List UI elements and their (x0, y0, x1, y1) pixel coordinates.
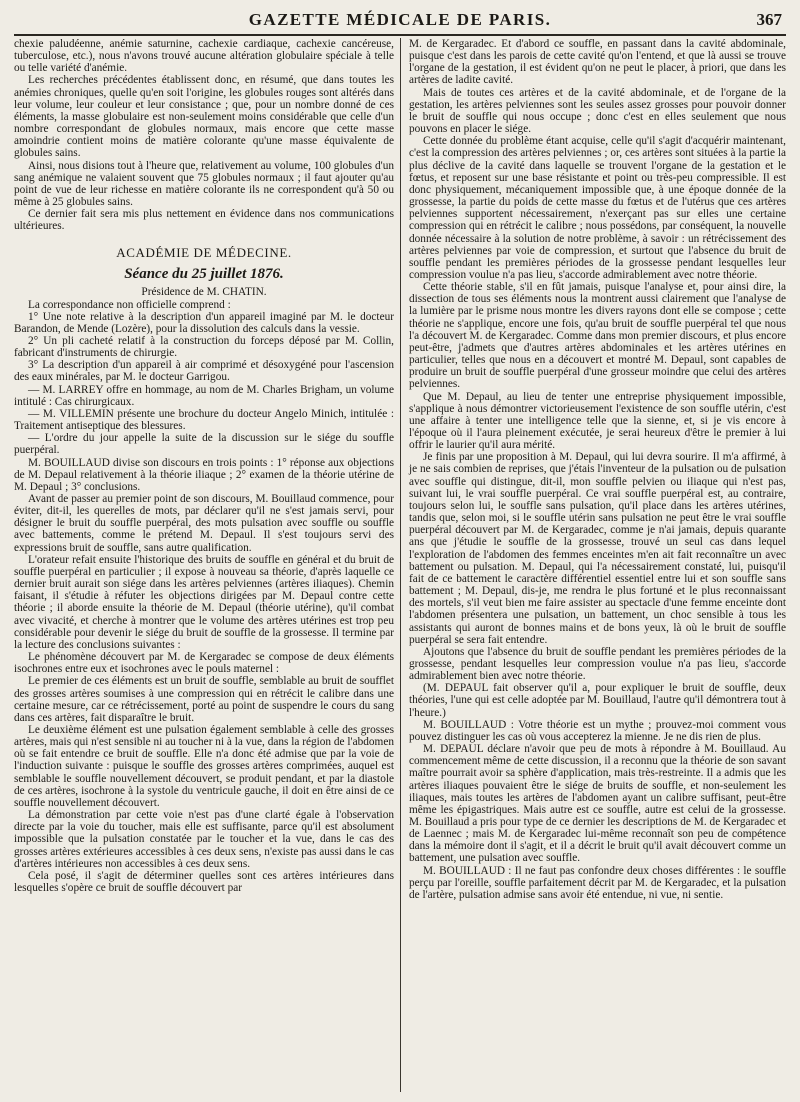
page-number: 367 (756, 10, 782, 29)
paragraph: Cela posé, il s'agit de déterminer quelles sont ces artères intérieures dans lesquelles s'opère ce bruit de souffle découvert par (14, 869, 394, 894)
paragraph: Ce dernier fait sera mis plus nettement en évidence dans nos communications ultérieures. (14, 208, 394, 233)
paragraph: Les recherches précédentes établissent donc, en résumé, que dans toutes les anémies chroniques, quelle qu'en soit l'origine, les globules rouges sont altérés dans leur volume, leur couleur et leur consistance ; que, pour un nombre donné de ces éléments, la masse globulaire est non-seulement moins considérable que celle d'un nombre correspondant de globules normaux, mais encore que cette masse amoindrie contient moins de matière colorante qu'une masse équivalente de globules sains. (14, 74, 394, 160)
paragraph: L'orateur refait ensuite l'historique des bruits de souffle en général et du bruit de souffle puerpéral en particulier ; il expose à nouveau sa théorie, d'après laquelle ce dernier bruit aurait son siége dans les artères pelviennes (artères iliaques). Chemin faisant, il s'étudie à réfuter les objections dirigées par M. Depaul contre cette théorie ; il aborde ensuite la théorie de M. Depaul (théorie utérine), qu'il combat avec vivacité, et cherche à montrer que le volume des artères utérines est trop peu considérable pour devenir le siége du bruit de souffle de la grossesse. Il termine par la lecture des conclusions suivantes : (14, 553, 394, 651)
paragraph: Avant de passer au premier point de son discours, M. Bouillaud commence, pour éviter, dit-il, les querelles de mots, par déclarer qu'il ne s'est jamais servi, pour désigner le bruit du souffle puerpéral, des mots pulsation avec souffle ou souffle avec battements, comme le prétend M. Depaul. Il s'est toujours servi des expressions bruit de souffle, sans autre qualification. (14, 493, 394, 554)
paragraph: La correspondance non officielle comprend : (28, 298, 231, 311)
paragraph: Cette théorie stable, s'il en fût jamais, puisque l'analyse et, pour ainsi dire, la dissection de tous ses éléments nous la montrent aussi clairement que l'analyse de la lumière par le prisme nous montre les divers rayons dont elle se compose ; cette théorie ne s'applique, encore une fois, qu'au bruit de souffle puerpéral tel que nous l'a découvert M. de Kergaradec. Comme dans mon premier discours, et plus encore peut-être, j'admets que d'autres artères abdominales et les artères utérines en particulier, telles que nous en a découvert et montré M. Depaul, sont capables de produire un bruit de souffle puerpéral d'une grosseur moindre que celui des artères pelviennes. (409, 281, 786, 391)
presidency-line: Présidence de M. CHATIN. (141, 285, 267, 298)
paragraph: M. BOUILLAUD : Votre théorie est un mythe ; prouvez-moi comment vous pouvez distinguer les cas où vous accepterez la mienne. Je ne dis rien de plus. (409, 718, 786, 743)
paragraph: (M. DEPAUL fait observer qu'il a, pour expliquer le bruit de souffle, deux théories, l'une qui est celle adoptée par M. Bouillaud, l'autre qu'il démontrera tout à l'heure.) (409, 682, 786, 719)
paragraph: Je finis par une proposition à M. Depaul, qui lui devra sourire. Il m'a affirmé, à je ne sais combien de reprises, que j'étais l'inventeur de la pulsation ou de pulsation avec souffle qui distingue, dit-il, mon souffle pelvien ou iliaque qui n'est pas, suivant lui, le vrai souffle puerpéral. Ce vrai souffle puerpéral est, au contraire, toujours selon lui, le souffle sans pulsation, qu'il place dans les artères utérines, tandis que, selon moi, si le souffle utérin sans pulsation ne peut être le vrai souffle puerpéral découvert par M. de Kergaradec, comme je n'ai jamais, depuis quarante ans que j'étudie le souffle de la grossesse, trouvé un seul cas dans lequel l'exploration de l'abdomen des femmes enceintes m'en ait fait reconnaître un avec battement ou pulsation. M. Depaul, qui l'a nécessairement constaté, lui, puisqu'il fait de ce battement le caractère différentiel essentiel entre lui et son souffle sans battement ; M. Depaul, dis-je, me rendra le plus fortuné et le plus reconnaissant des mortels, s'il veut bien me faire assister au spectacle d'une femme enceinte dont l'abdomen présentera une pulsation, un battement, un choc sensible à tous les assistants qui auront de bonnes mains et de bons yeux, là où le bruit de souffle puerpéral se sera fait entendre. (409, 451, 786, 646)
paragraph: Le phénomène découvert par M. de Kergaradec se compose de deux éléments isochrones entre eux et isochrones avec le pouls maternel : (14, 651, 394, 676)
paragraph: Le premier de ces éléments est un bruit de souffle, semblable au bruit de soufflet des grosses artères soumises à une compression qui en rétrécit le calibre dans une certaine mesure, car ce rétrécissement, porté au point de suspendre le cours du sang dans ces artères, fait disparaître le bruit. (14, 675, 394, 724)
paragraph: La démonstration par cette voie n'est pas d'une clarté égale à l'observation directe par la voie du toucher, mais elle est suffisante, parce qu'il est absolument impossible que la pulsation constatée par le toucher et la vue, dans le cas des grosses artères extérieures accessibles à ces deux sens, n'existe pas aussi dans le cas d'artères intérieures non accessibles à ces deux sens. (14, 809, 394, 870)
paragraph: M. DEPAUL déclare n'avoir que peu de mots à répondre à M. Bouillaud. Au commencement même de cette discussion, il a reconnu que la théorie de son savant maître pourrait avoir sa sphère d'application, mais très-restreinte. Il a admis que les artères iliaques pouvaient être le siége de bruits de souffle, et non-seulement les iliaques, mais toutes les artères de l'abdomen ayant un calibre suffisant, peut-être même les épigastriques. Mais autre est ce souffle, autre est celui de la grossesse. M. Bouillaud a pris pour type de ce dernier les descriptions de M. de Kergaradec et de Laennec ; mais M. de Kergaradec lui-même reconnaît son peu de compétence dans la mémoire dont il s'agit, et il a décrit le bruit qu'il avait découvert comme un battement, une pulsation avec souffle. (409, 743, 786, 865)
text-columns (14, 38, 786, 1092)
paragraph: Ainsi, nous disions tout à l'heure que, relativement au volume, 100 globules d'un sang anémique ne valaient souvent que 75 globules normaux ; il faut ajouter qu'au point de vue de leur richesse en matière colorante ils ne correspondent qu'à 50 ou même à 25 globules sains. (14, 159, 394, 209)
paragraph: Mais de toutes ces artères et de la cavité abdominale, et de l'organe de la gestation, les artères pelviennes sont les seules assez grosses pour pouvoir donner le bruit de souffle qui nous occupe ; donc c'est en elles seulement que nous pouvons en placer le siége. (409, 86, 786, 136)
paragraph: M. BOUILLAUD : Il ne faut pas confondre deux choses différentes : le souffle perçu par l'oreille, souffle parfaitement décrit par M. de Kergaradec, et la pulsation de l'artère, pulsation admise sans avoir été entendue, ni vue, ni sentie. (409, 864, 786, 901)
paragraph: M. de Kergaradec. Et d'abord ce souffle, en passant dans la cavité abdominale, puisque c'est dans les parois de cette cavité qu'on l'entend, et que là aussi se trouve l'organe de la gestation, il est évident qu'on ne peut le placer, à priori, que dans les artères de ladite cavité. (409, 38, 786, 87)
paragraph: 2° Un pli cacheté relatif à la construction du forceps déposé par M. Collin, fabricant d'instruments de chirurgie. (14, 334, 394, 360)
paragraph: — M. VILLEMIN présente une brochure du docteur Angelo Minich, intitulée : Traitement antiseptique des blessures. (14, 407, 394, 433)
running-head (14, 10, 786, 36)
section-heading: ACADÉMIE DE MÉDECINE. (116, 244, 292, 260)
paragraph: Cette donnée du problème étant acquise, celle qu'il s'agit d'acquérir maintenant, c'est la compression des artères pelviennes ; or, ces artères sont situées à la partie la plus déclive de la cavité dans laquelle se trouvent l'organe de la gestation et le fœtus, et reposent sur une base résistante et point ou très-peu compressible. Il est donc physiquement, mécaniquement impossible que, à une époque donnée de la grossesse, la partie du poids de cette masse du fœtus et de l'utérus que ces artères pelviennes supportent nécessairement, n'exerçant pas sur elles une certaine compression qui en rétrécit le calibre ; nous possédons, par conséquent, la nouvelle donnée nécessaire à la solution de notre problème, à savoir : un rétrécissement des artères pelviennes par voie de compression, et surtout que l'absence du bruit de souffle pendant les premières périodes de la grossesse pendant lesquelles leur compression voulue n'a pas lieu, s'accorde admirablement avec notre théorie. (409, 135, 786, 281)
journal-title: GAZETTE MÉDICALE DE PARIS. (248, 10, 552, 29)
paragraph: — L'ordre du jour appelle la suite de la discussion sur le siége du souffle puerpéral. (14, 432, 394, 457)
paragraph: Que M. Depaul, au lieu de tenter une entreprise physiquement impossible, s'applique à nous démontrer victorieusement l'existence de son souffle utérin, c'est une affaire à tenter une intelligence telle que la sienne, et, si je vis encore à l'époque où il l'aura pleinement exécutée, je serai heureux d'être le premier à lui offrir le laurier qu'il aura mérité. (409, 390, 786, 452)
paragraph: 1° Une note relative à la description d'un appareil imaginé par M. le docteur Barandon, de Mende (Lozère), pour la dissolution des calculs dans la vessie. (14, 310, 394, 335)
paragraph: M. BOUILLAUD divise son discours en trois points : 1° réponse aux objections de M. Depaul relativement à la théorie iliaque ; 2° examen de la théorie utérine de M. Depaul ; 3° conclusions. (14, 456, 394, 493)
paragraph: chexie paludéenne, anémie saturnine, cachexie cardiaque, cachexie cancéreuse, tuberculose, etc.), nous n'avons trouvé aucune altération globulaire spéciale à telle ou telle variété d'anémie. (14, 38, 394, 75)
paragraph: Le deuxième élément est une pulsation également semblable à celle des grosses artères, mais qui n'est sensible ni au toucher ni à la vue, dans la région de l'abdomen où se fait entendre ce bruit de souffle. Elle n'a donc été admise que par la voie de l'induction suivante : puisque le souffle des grosses artères comprimées, auquel est semblable le souffle nouvellement découvert, se produit pendant, et par la diastole de ces artères, isochrone à la systole du ventricule gauche, il doit en être ainsi de ce souffle nouvellement découvert. (14, 723, 394, 809)
paragraph: 3° La description d'un appareil à air comprimé et désoxygéné pour l'ascension des eaux minérales, par M. le docteur Garrigou. (14, 359, 394, 384)
session-heading: Séance du 25 juillet 1876. (124, 265, 284, 282)
left-column (14, 38, 400, 1092)
right-column (400, 38, 786, 1092)
paragraph: Ajoutons que l'absence du bruit de souffle pendant les premières périodes de la grossesse, pendant lesquelles leur compression voulue n'a pas lieu, s'accorde admirablement bien avec notre théorie. (409, 645, 786, 683)
paragraph: — M. LARREY offre en hommage, au nom de M. Charles Brigham, un volume intitulé : Cas chirurgicaux. (14, 383, 394, 408)
